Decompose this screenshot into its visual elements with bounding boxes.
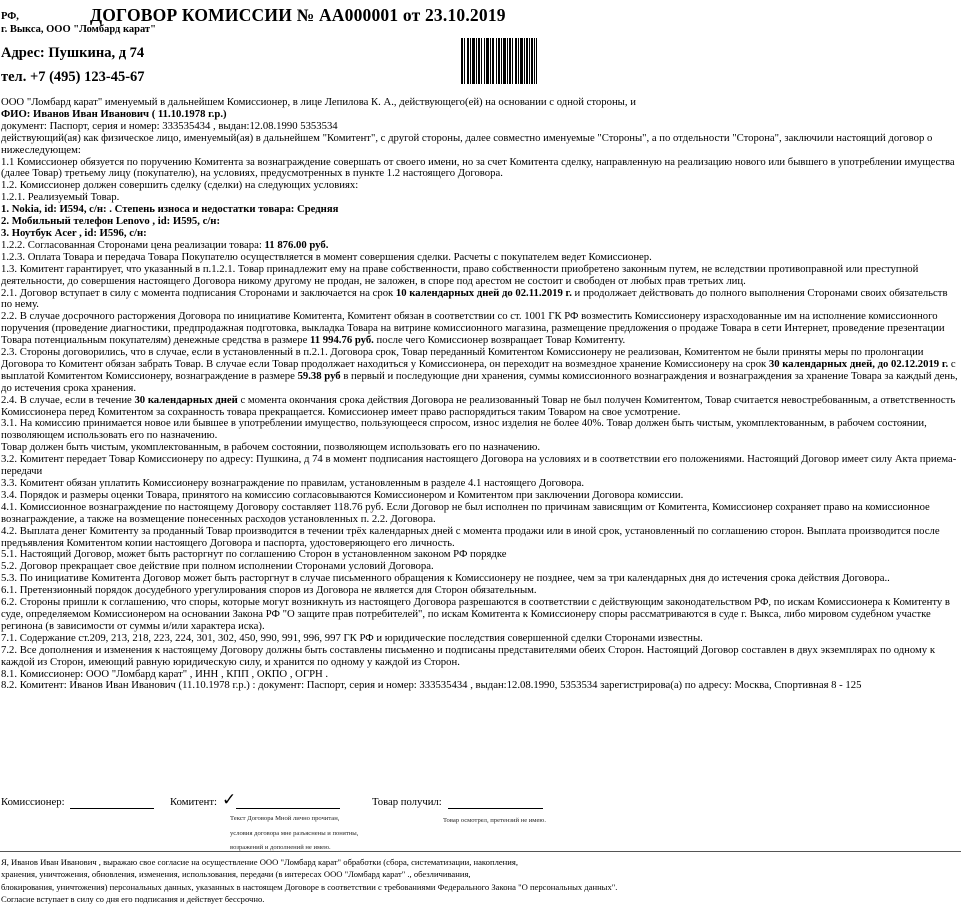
goods-inspection-note: Товар осмотрел, претензий не имею. <box>443 817 546 824</box>
goods-item-1: 1. Nokia, id: И594, с/н: . Степень износа и недостатки товара: Средняя <box>1 203 339 216</box>
clause-1-3: 1.3. Комитент гарантирует, что указанный в п.1.2.1. Товар принадлежит ему на праве собственности, право собственности приобретено законным путем, не вследствии противоправной или преступной деятельности, до совершения настоящего Договора никому другому не продан, не заложен, в споре под арестом не состоит и свободен от любых прав третьих лиц. <box>1 262 919 287</box>
clause-6-1: 6.1. Претензионный порядок досудебного урегулирования споров из Договора не является для Сторон обязательным. <box>1 584 537 597</box>
commissioner-signature-line[interactable] <box>70 808 154 809</box>
sale-price: 11 876.00 руб. <box>264 238 329 251</box>
clause-1-2-3: 1.2.3. Оплата Товара и передача Товара Покупателю осуществляется в момент совершения сделки. Расчеты с покупателем ведет Комиссионер. <box>1 250 652 263</box>
clause-1-2-2: 1.2.2. Согласованная Сторонами цена реализации товара: 11 876.00 руб. <box>1 238 329 251</box>
clause-5-1: 5.1. Настоящий Договор, может быть расторгнут по соглашению Сторон в установленном законом РФ порядке <box>1 548 507 561</box>
clause-2-2: 2.2. В случае досрочного расторжения Договора по инициативе Комитента, Комитент обязан в соответствии со ст. 1001 ГК РФ возместить Комиссионеру израсходованные им на исполнение комиссионного поручения (проведение диагностики, предпродажная подготовка, выкладка Товара на витрине комиссионного магазина, размещение предложения о продаже Товара в сети Интернет, проведение презентации Товара потенциальным покупателям) денежные средства в размере 11 994.76 руб. после чего Комиссионер возвращает Товар Комитенту. <box>1 310 945 347</box>
checkmark-icon: ✓ <box>222 790 237 809</box>
barcode-image <box>461 38 537 84</box>
clause-1-2: 1.2. Комиссионер должен совершить сделку (сделки) на следующих условиях: <box>1 179 359 192</box>
clause-5-3: 5.3. По инициативе Комитента Договор может быть расторгнут в случае письменного обращения к Комиссионеру не позднее, чем за три календарных дня до истечения срока действия Договора.. <box>1 572 890 585</box>
header-address: Адрес: Пушкина, д 74 <box>1 45 145 61</box>
contract-term: 10 календарных дней до 02.11.2019 г. <box>395 286 572 299</box>
divider <box>0 851 961 852</box>
clause-3-2: 3.2. Комитент передает Товар Комиссионеру по адресу: Пушкина, д 74 в момент подписания настоящего Договора на условиях и в соответствии его положениями. Настоящий Договор имеет силу Акта приема-передачи <box>1 453 957 478</box>
committent-signature-line[interactable] <box>236 808 340 809</box>
clause-2-4: 2.4. В случае, если в течение 30 календарных дней с момента окончания срока действия Договора не реализованный Товар не был получен Комитентом, Товар считается невостребованным, а ответственность Комиссионера перед Комитентом за сохранность товара прекращается. Комиссионер имеет право распорядиться таким Товаром на свое усмотрение. <box>1 393 956 418</box>
committent-document: документ: Паспорт, серия и номер: 333535434 , выдан:12.08.1990 5353534 <box>1 119 338 132</box>
received-signature-line[interactable] <box>448 808 543 809</box>
header-region: РФ, <box>1 11 19 22</box>
document-title: ДОГОВОР КОМИССИИ № АА000001 от 23.10.2019 <box>90 5 506 25</box>
clause-5-2: 5.2. Договор прекращает свое действие при полном исполнении Сторонами условий Договора. <box>1 560 434 573</box>
committent-fio: ФИО: Иванов Иван Иванович ( 11.10.1978 г.р.) <box>1 107 227 120</box>
goods-item-2: 2. Мобильный телефон Lenovo , id: И595, с/н: <box>1 215 221 228</box>
commissioner-signature-label: Комиссионер: <box>1 796 65 808</box>
clause-2-3: 2.3. Стороны договорились, что в случае, если в установленный в п.2.1. Договора срок, Товар переданный Комитентом Комиссионеру не реализован, Комитентом не были приняты меры по пролонгации Договора то Комитент обязан забрать Товар. В случае если Товар продолжает находиться у Комиссионера, он переходит на возмездное хранение Комиссионеру на срок 30 календарных дней, до 02.12.2019 г. с выплатой Комитентом Комиссионеру, вознаграждение в размере 59.38 руб в первый и последующие дни хранения, суммы комиссионного вознаграждения и вознаграждения за хранение Товара за каждый день, до истечения срока хранения. <box>1 346 958 394</box>
clause-2-1: 2.1. Договор вступает в силу с момента подписания Сторонами и заключается на срок 10 календарных дней до 02.11.2019 г. и продолжает действовать до полного выполнения Сторонами своих обязательств по нему. <box>1 286 948 311</box>
clause-6-2: 6.2. Стороны пришли к соглашению, что споры, которые могут возникнуть из настоящего Договора разрешаются в соответствии с действующим законодательством РФ, по искам Комиссионера к Комитенту в суде, определяемом Комиссионером на основании Закона РФ "О защите прав потребителей", по искам Комитента к Комиссионеру споры рассматриваются в суде г. Выкса, либо мировом судебном участке регинона (в зависимости от суммы и/или характера иска). <box>1 596 950 632</box>
clause-8-1: 8.1. Комиссионер: ООО "Ломбард карат" , ИНН , КПП , ОКПО , ОГРН . <box>1 667 329 680</box>
clause-3-4: 3.4. Порядок и размеры оценки Товара, принятого на комиссию согласовываются Комиссионером и Комитентом при заключении Договора комиссии. <box>1 488 684 501</box>
intro-parties: действующий(ая) как физическое лицо, именуемый(ая) в дальнейшем "Комитент", с другой стороны, далее совместно именуемые "Стороны", а по отдельности "Сторона", заключили настоящий договор о нижеследующем: <box>1 131 933 156</box>
storage-term: 30 календарных дней, до 02.12.2019 г. <box>768 357 949 370</box>
clause-7-1: 7.1. Содержание ст.209, 213, 218, 223, 224, 301, 302, 450, 990, 991, 996, 997 ГК РФ и юридические последствия совершенной сделки Сторонами известны. <box>1 631 703 644</box>
clause-4-2: 4.2. Выплата денег Комитенту за проданный Товар производится в течении трёх календарных дней с момента продажи или в иной срок, установленный по соглашению сторон. Выплата производится после предъявления Комитентом копии настоящего Договора и паспорта, удостоверяющего его личность. <box>1 524 940 549</box>
header-city-company: г. Выкса, ООО "Ломбард карат" <box>1 24 156 35</box>
clause-3-1: 3.1. На комиссию принимается новое или бывшее в употреблении имущество, пользующееся спросом, износ изделия не более 40%. Товар должен быть чистым, укомплектованным, в рабочем состоянии, позволяющем использовать его по назначению. <box>1 417 927 442</box>
refund-amount: 11 994.76 руб. <box>310 334 374 347</box>
header-phone: тел. +7 (495) 123-45-67 <box>1 69 145 85</box>
clause-7-2: 7.2. Все дополнения и изменения к настоящему Договору должны быть составлены письменно и подписаны представителями обеих Сторон. Настоящий Договор составлен в двух экземплярах по одному к каждой из Сторон, имеющий равную юридическую силу, и хранится по одному у каждой из Сторон. <box>1 643 936 668</box>
received-goods-label: Товар получил: <box>372 796 442 808</box>
intro-commissioner: ООО "Ломбард карат" именуемый в дальнейшем Комиссионер, в лице Лепилова К. А., действующего(ей) на основании с одной стороны, и <box>1 96 636 108</box>
clause-3-1-note: Товар должен быть чистым, укомплектованным, в рабочем состоянии, позволяющем использовать его по назначению. <box>1 441 541 454</box>
unclaimed-term: 30 календарных дней <box>134 393 238 406</box>
clause-3-3: 3.3. Комитент обязан уплатить Комиссионеру вознаграждение по правилам, установленным в разделе 4.1 настоящего Договора. <box>1 477 585 489</box>
storage-fee: 59.38 руб <box>297 369 341 382</box>
clause-1-1: 1.1 Комиссионер обязуется по поручению Комитента за вознаграждение совершать от своего имени, но за счет Комитента сделку, направленную на реализацию нового или бывшего в употреблении имущества (далее Товар) третьему лицу (покупателю), на условиях, предусмотренных в пункте 1.2 настоящего Договора. <box>1 155 955 180</box>
clause-8-2: 8.2. Комитент: Иванов Иван Иванович (11.10.1978 г.р.) : документ: Паспорт, серия и номер: 333535434 , выдан:12.08.1990, 5353534 зарегистрирова(а) по адресу: Москва, Спортивная 8 - 125 <box>1 679 862 692</box>
personal-data-consent: Я, Иванов Иван Иванович , выражаю свое согласие на осуществление ООО "Ломбард карат" обработки (сбора, систематизации, накопления, хранения, уничтожения, обновления, изменения, использования, передачи (в интересах ООО "Ломбард карат" ., обезличивания, блокирования, уничтожения) персональных данных, указанных в настоящем Договоре в соответствии с требованиями Федерального Закона "О персональных данных". Согласие вступает в силу со дня его подписания и действует бессрочно. <box>1 857 618 904</box>
goods-item-3: 3. Ноутбук Acer , id: И596, с/н: <box>1 226 147 239</box>
clause-1-2-1: 1.2.1. Реализуемый Товар. <box>1 191 120 204</box>
committent-signature-label: Комитент: <box>170 796 217 808</box>
committent-acknowledgement: Текст Договора Мной лично прочитан, условия договора мне разъяснены и понятны, возражений и дополнений не имею. <box>230 815 359 851</box>
clause-4-1: 4.1. Комиссионное вознаграждение по настоящему Договору составляет 118.76 руб. Если Договор не был исполнен по причинам зависящим от Комитента, Комиссионер сохраняет право на комиссионное вознаграждение, а также на возмещение понесенных расходов установленных п. 2.2. Договора. <box>1 500 930 525</box>
contract-body <box>1 97 959 692</box>
